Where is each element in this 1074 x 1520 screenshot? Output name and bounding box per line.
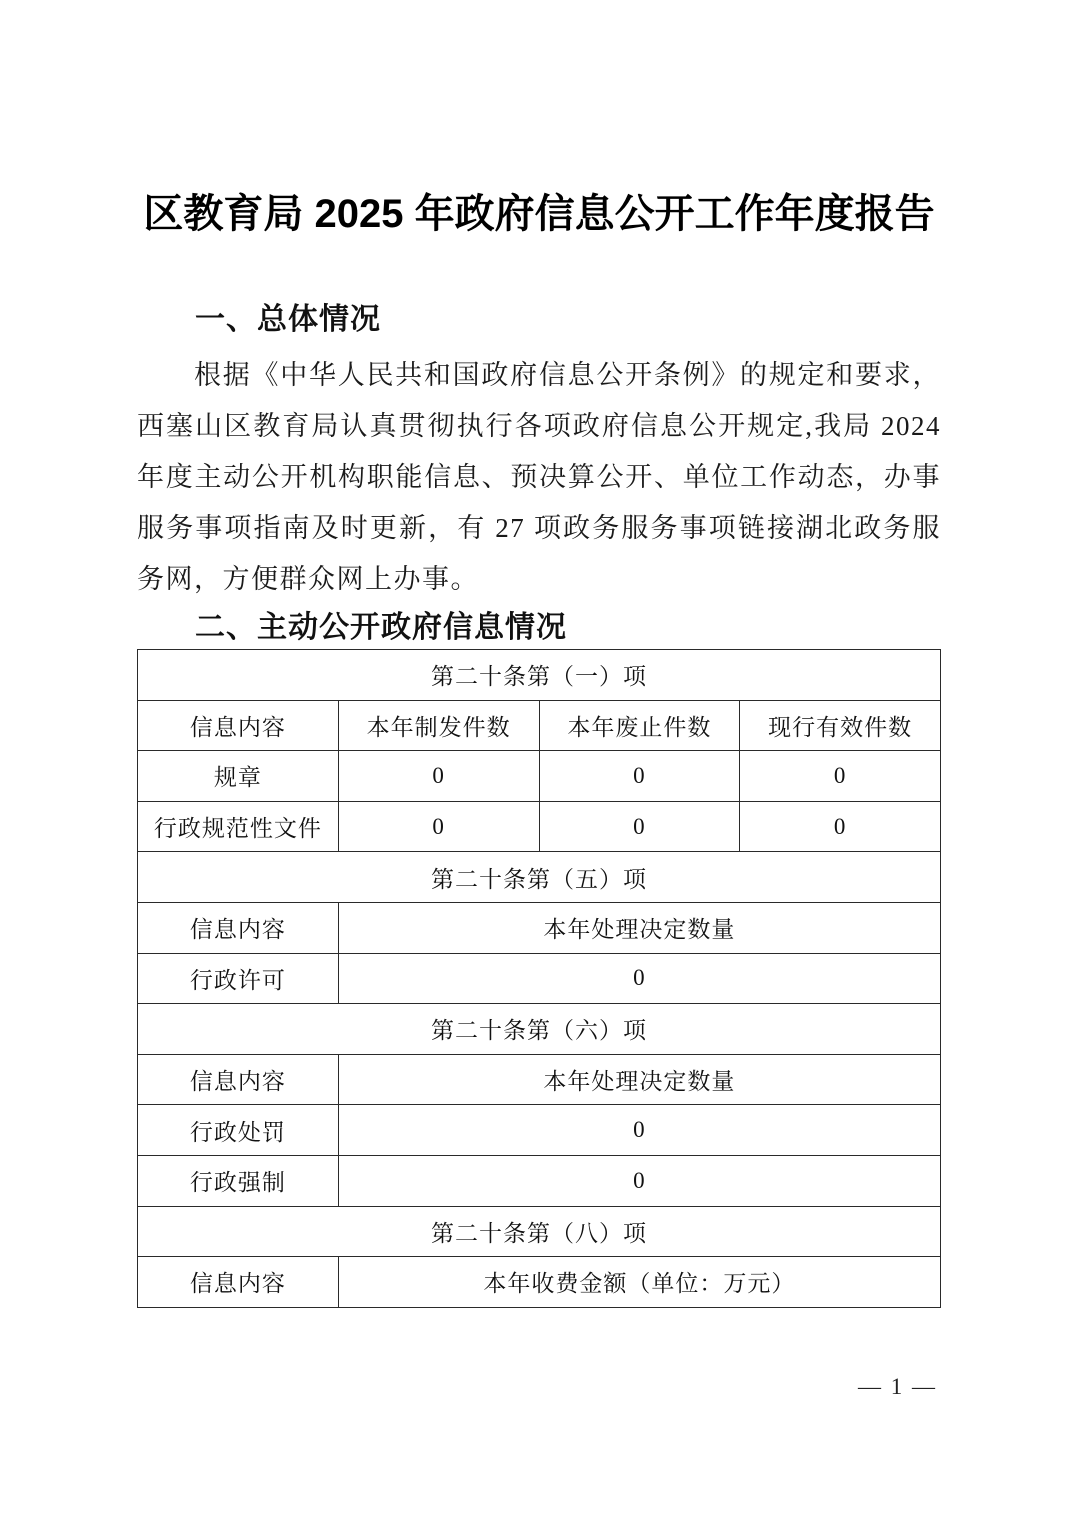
section-heading-overview: 一、总体情况 — [195, 303, 381, 336]
table-cell: 0 — [539, 801, 740, 852]
table-section-row — [138, 1206, 941, 1257]
paragraph-line: 西塞山区教育局认真贯彻执行各项政府信息公开规定,我局 2024 — [137, 411, 941, 441]
paragraph-line: 根据《中华人民共和国政府信息公开条例》的规定和要求， — [194, 360, 941, 390]
table-row — [138, 953, 941, 1004]
table-cell: 0 — [740, 751, 941, 802]
table-header-cell: 本年制发件数 — [338, 700, 539, 751]
overview-paragraph — [137, 350, 941, 605]
table-section-row — [138, 852, 941, 903]
table-section-title: 第二十条第（六）项 — [138, 1004, 941, 1055]
table-section-title: 第二十条第（八）项 — [138, 1206, 941, 1257]
table-cell: 0 — [338, 953, 940, 1004]
table-row — [138, 1155, 941, 1206]
table-header-cell: 本年收费金额（单位：万元） — [338, 1257, 940, 1308]
table-section-title: 第二十条第（五）项 — [138, 852, 941, 903]
table-cell: 0 — [338, 1155, 940, 1206]
table-header-cell: 信息内容 — [138, 1054, 339, 1105]
table-cell: 0 — [539, 751, 740, 802]
table-cell: 0 — [740, 801, 941, 852]
table-header-row — [138, 902, 941, 953]
table-cell: 规章 — [138, 751, 339, 802]
paragraph-line: 年度主动公开机构职能信息、预决算公开、单位工作动态，办事 — [137, 462, 941, 492]
table-section-row — [138, 650, 941, 701]
table-header-cell: 本年处理决定数量 — [338, 902, 940, 953]
paragraph-line: 务网，方便群众网上办事。 — [137, 564, 479, 594]
disclosure-table — [137, 649, 941, 1308]
table-row — [138, 1105, 941, 1156]
table-header-cell: 本年废止件数 — [539, 700, 740, 751]
table-cell: 0 — [338, 1105, 940, 1156]
table-header-cell: 信息内容 — [138, 1257, 339, 1308]
table-header-row — [138, 1257, 941, 1308]
table-header-cell: 本年处理决定数量 — [338, 1054, 940, 1105]
table-header-cell: 信息内容 — [138, 902, 339, 953]
table-header-cell: 信息内容 — [138, 700, 339, 751]
table-section-title: 第二十条第（一）项 — [138, 650, 941, 701]
section-heading-disclosure: 二、主动公开政府信息情况 — [195, 611, 567, 644]
paragraph-line: 服务事项指南及时更新，有 27 项政务服务事项链接湖北政务服 — [137, 513, 941, 543]
table-section-row — [138, 1004, 941, 1055]
table-cell: 0 — [338, 751, 539, 802]
table-header-cell: 现行有效件数 — [740, 700, 941, 751]
table-row — [138, 751, 941, 802]
table-cell: 0 — [338, 801, 539, 852]
table-header-row — [138, 700, 941, 751]
document-title: 区教育局 2025 年政府信息公开工作年度报告 — [143, 192, 935, 236]
table-row — [138, 801, 941, 852]
page-number: — 1 — — [858, 1373, 937, 1399]
table-cell: 行政规范性文件 — [138, 801, 339, 852]
table-header-row — [138, 1054, 941, 1105]
table-cell: 行政强制 — [138, 1155, 339, 1206]
table-cell: 行政处罚 — [138, 1105, 339, 1156]
table-cell: 行政许可 — [138, 953, 339, 1004]
